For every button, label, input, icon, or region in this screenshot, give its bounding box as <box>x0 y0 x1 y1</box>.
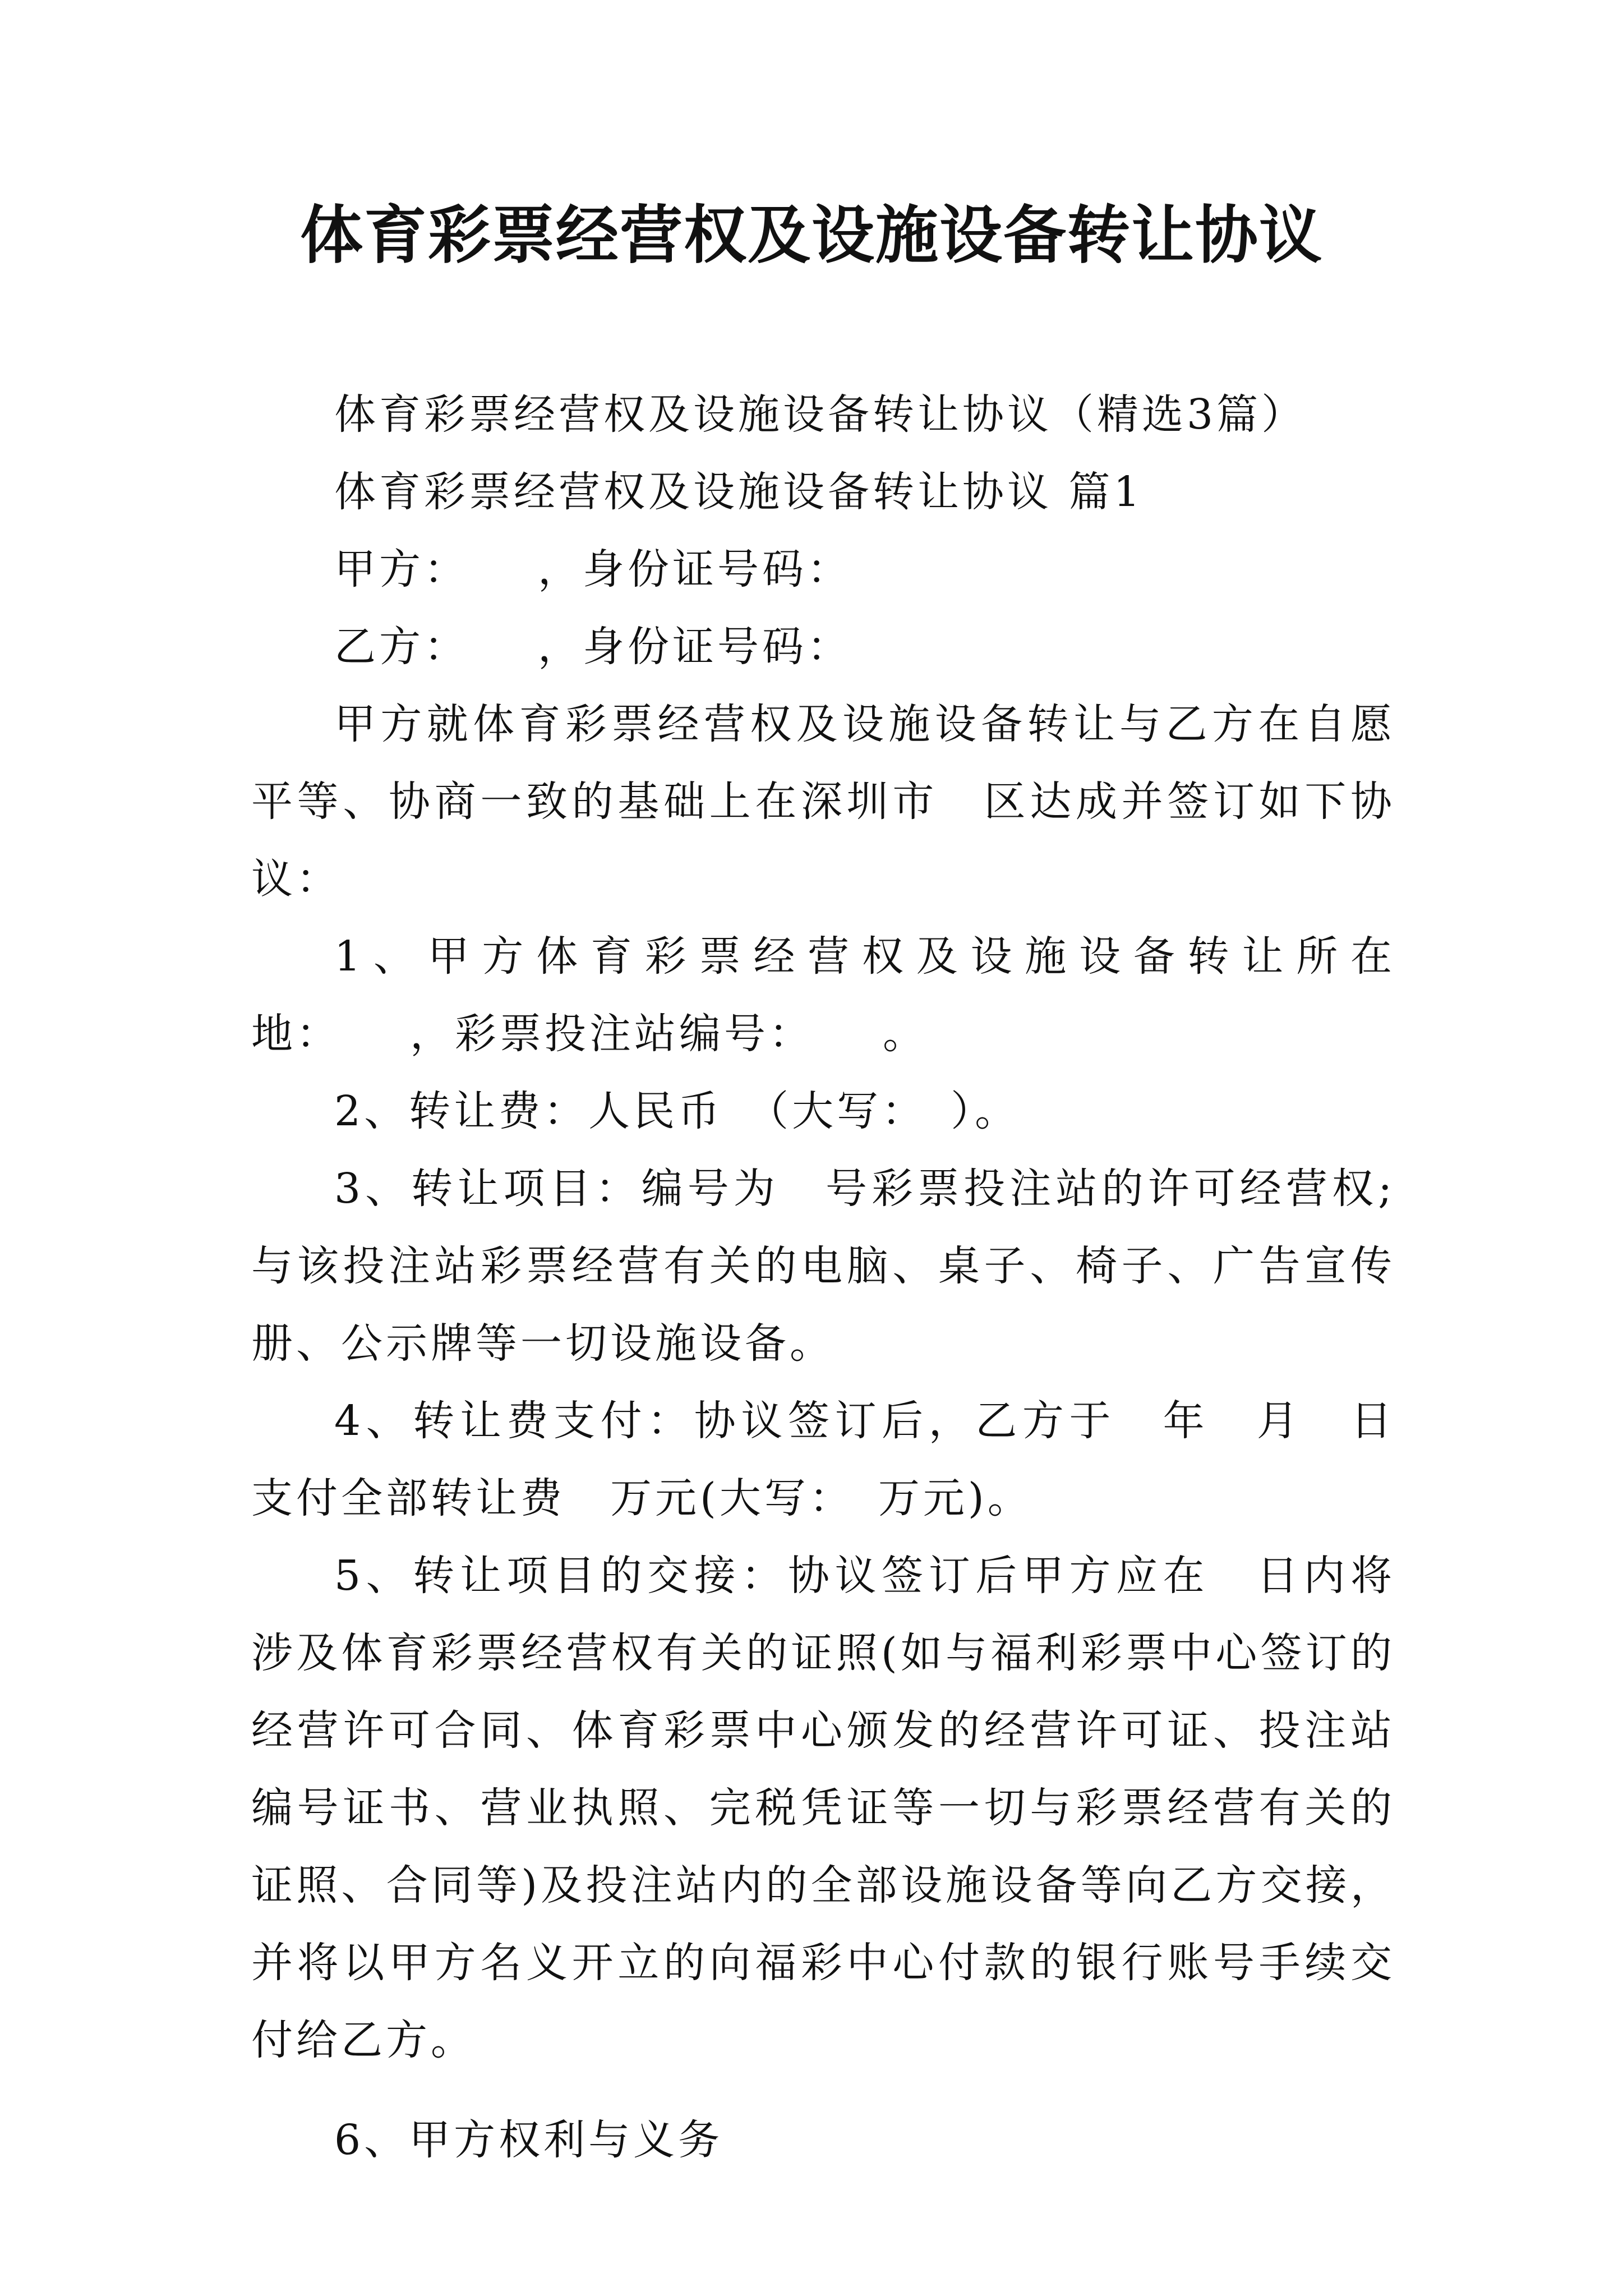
paragraph-subtitle: 体育彩票经营权及设施设备转让协议（精选3篇） <box>334 390 1307 439</box>
paragraph-party-b: 乙方： ，身份证号码： <box>334 623 852 671</box>
paragraph-clause-6: 6、甲方权利与义务 <box>334 2116 723 2164</box>
document-title: 体育彩票经营权及设施设备转让协议 <box>300 199 1323 272</box>
document-body <box>251 376 1395 2179</box>
paragraph-clause-3: 3、转让项目：编号为 号彩票投注站的许可经营权;与该投注站彩票经营有关的电脑、桌子、椅子、广告宣传册、公示牌等一切设施设备。 <box>251 1165 1395 1368</box>
paragraph-preamble: 甲方就体育彩票经营权及设施设备转让与乙方在自愿平等、协商一致的基础上在深圳市 区达成并签订如下协议： <box>251 700 1395 903</box>
paragraph-clause-5: 5、转让项目的交接：协议签订后甲方应在 日内将涉及体育彩票经营权有关的证照(如与福利彩票中心签订的经营许可合同、体育彩票中心颁发的经营许可证、投注站编号证书、营业执照、完税凭证等一切与彩票经营有关的证照、合同等)及投注站内的全部设施设备等向乙方交接，并将以甲方名义开立的向福彩中心付款的银行账号手续交付给乙方。 <box>251 1552 1395 2064</box>
paragraph-section-heading: 体育彩票经营权及设施设备转让协议 篇1 <box>334 468 1144 516</box>
paragraph-clause-1: 1、甲方体育彩票经营权及设施设备转让所在地： ，彩票投注站编号： 。 <box>251 932 1395 1058</box>
paragraph-party-a: 甲方： ，身份证号码： <box>334 545 852 593</box>
paragraph-clause-2: 2、转让费：人民币 （大写： ）。 <box>334 1087 1020 1135</box>
paragraph-clause-4: 4、转让费支付：协议签订后，乙方于 年 月 日支付全部转让费 万元(大写： 万元)。 <box>251 1397 1395 1522</box>
